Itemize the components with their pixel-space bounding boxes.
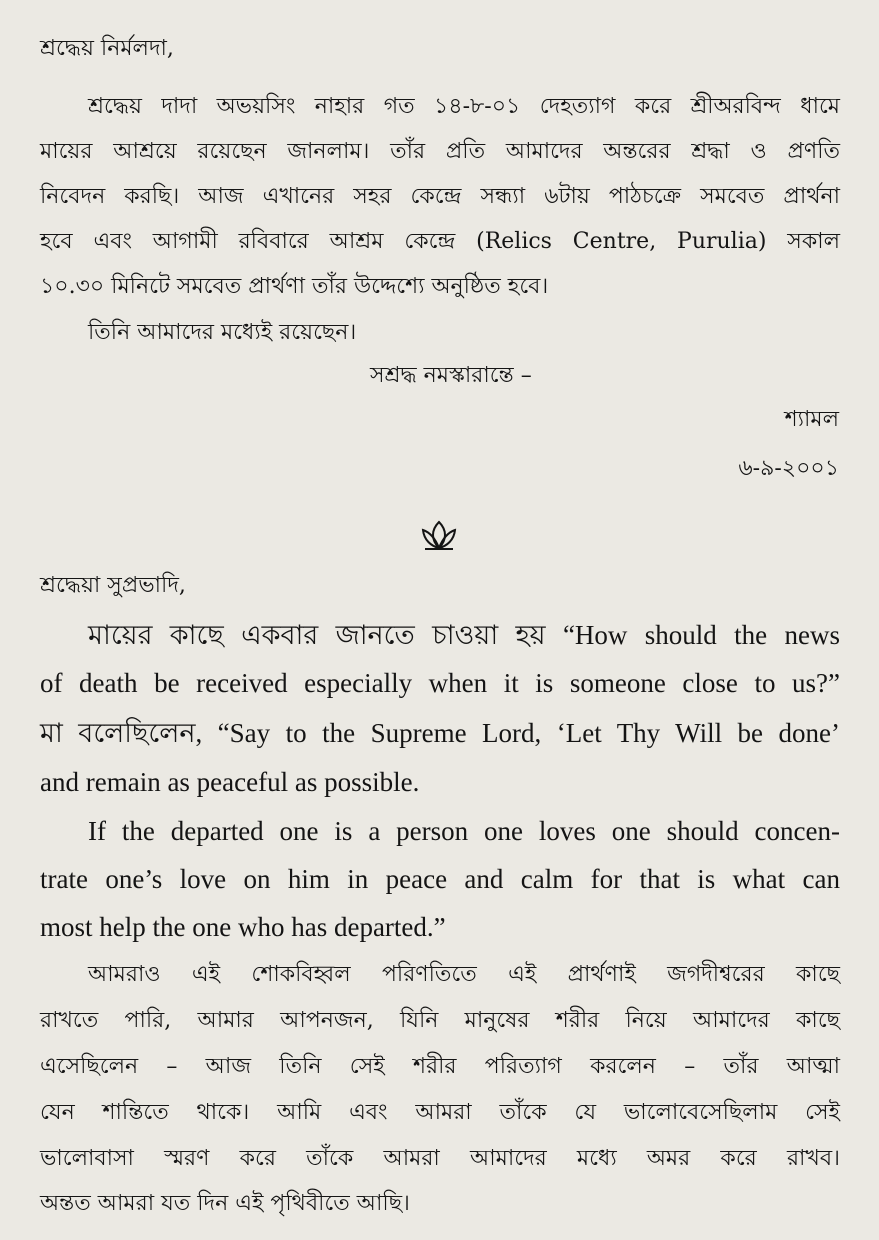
letter1-line-4: হবে এবং আগামী রবিবারে আশ্রম কেন্দ্রে (Relics Centre, Purulia) সকাল bbox=[40, 229, 840, 254]
letter1-line-5: ১০.৩০ মিনিটে সমবেত প্রার্থণা তাঁর উদ্দেশ্যে অনুষ্ঠিত হবে। bbox=[40, 274, 549, 299]
letter2-salutation: শ্রদ্ধেয়া সুপ্রভাদি, bbox=[40, 573, 186, 598]
letter1-date: ৬-৯-২০০১ bbox=[738, 456, 839, 481]
letter1-salutation: শ্রদ্ধেয় নির্মলদা, bbox=[40, 36, 174, 61]
letter2-line-13: অন্তত আমরা যত দিন এই পৃথিবীতে আছি। bbox=[40, 1191, 410, 1216]
letter1-line-3: নিবেদন করছি। আজ এখানের সহর কেন্দ্রে সন্ধ্যা ৬টায় পাঠচক্রে সমবেত প্রার্থনা bbox=[40, 184, 840, 209]
letter1-regards: সশ্রদ্ধ নমস্কারান্তে – bbox=[370, 363, 532, 388]
letter2-line-6: trate one’s love on him in peace and calm for that is what can bbox=[40, 864, 840, 894]
letter2-line-1: মায়ের কাছে একবার জানতে চাওয়া হয় “How should the news bbox=[88, 620, 840, 650]
letter1-line-2: মায়ের আশ্রয়ে রয়েছেন জানলাম। তাঁর প্রতি আমাদের অন্তরের শ্রদ্ধা ও প্রণতি bbox=[40, 139, 840, 164]
letter2-line-3: মা বলেছিলেন, “Say to the Supreme Lord, ‘Let Thy Will be done’ bbox=[40, 718, 840, 748]
letter2-line-11: যেন শান্তিতে থাকে। আমি এবং আমরা তাঁকে যে ভালোবেসেছিলাম সেই bbox=[40, 1100, 840, 1125]
letter2-line-5: If the departed one is a person one loves one should concen- bbox=[88, 816, 840, 846]
letter1-closing-line: তিনি আমাদের মধ্যেই রয়েছেন। bbox=[88, 320, 357, 345]
letter2-line-9: রাখতে পারি, আমার আপনজন, যিনি মানুষের শরীর নিয়ে আমাদের কাছে bbox=[40, 1008, 840, 1033]
letter2-line-10: এসেছিলেন – আজ তিনি সেই শরীর পরিত্যাগ করলেন – তাঁর আত্মা bbox=[40, 1054, 840, 1079]
letter1-signature: শ্যামল bbox=[784, 407, 839, 432]
letter2-line-7: most help the one who has departed.” bbox=[40, 912, 446, 942]
letter1-line-1: শ্রদ্ধেয় দাদা অভয়সিং নাহার গত ১৪-৮-০১ দেহত্যাগ করে শ্রীঅরবিন্দ ধামে bbox=[88, 94, 840, 119]
letter2-line-2: of death be received especially when it is someone close to us?” bbox=[40, 668, 840, 698]
lotus-ornament-icon bbox=[419, 518, 459, 552]
letter2-line-4: and remain as peaceful as possible. bbox=[40, 767, 420, 797]
letter2-line-8: আমরাও এই শোকবিহ্বল পরিণতিতে এই প্রার্থণাই জগদীশ্বরের কাছে bbox=[88, 962, 840, 987]
letter2-line-12: ভালোবাসা স্মরণ করে তাঁকে আমরা আমাদের মধ্যে অমর করে রাখব। bbox=[40, 1146, 840, 1171]
